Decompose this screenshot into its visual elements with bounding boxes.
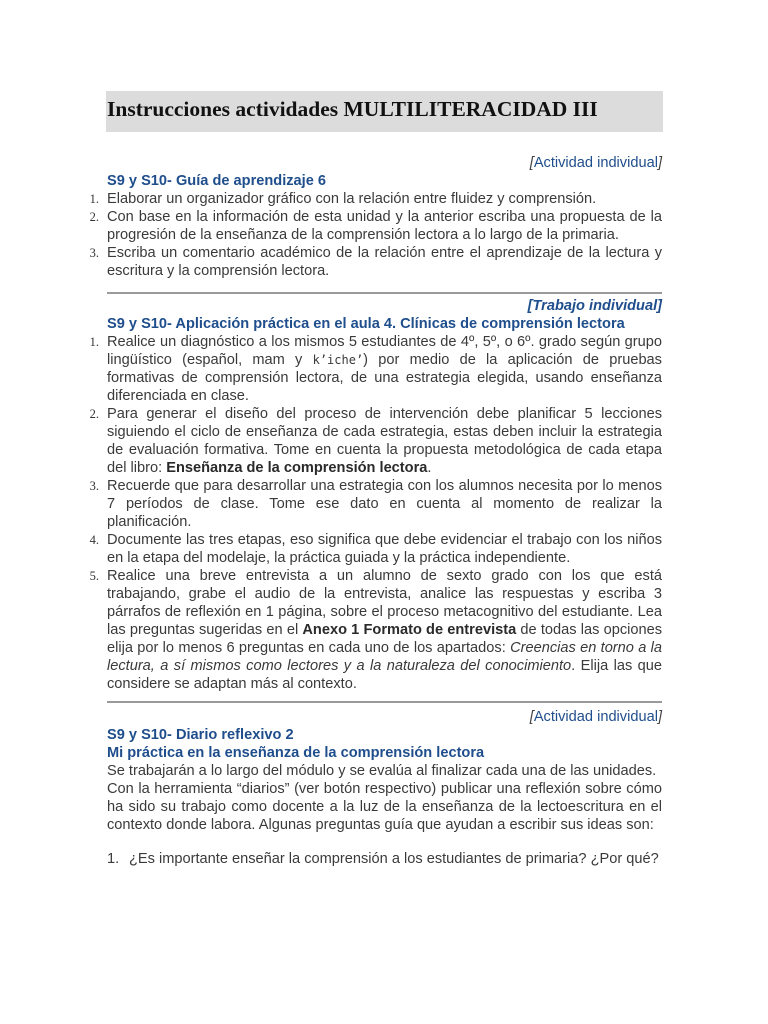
instruction-list (89, 190, 662, 280)
paragraph: Con la herramienta “diarios” (ver botón respectivo) publicar una reflexión sobre cómo ha sido su trabajo como docente a la luz de la enseñanza de la lectoescritura en el contexto donde labora. Algunas preguntas guía que ayudan a escribir sus ideas son: (107, 781, 662, 833)
document-title: Instrucciones actividades MULTILITERACIDAD III (107, 97, 598, 121)
section-subheading: Mi práctica en la enseñanza de la comprensión lectora (107, 745, 485, 761)
list-item: 1. Elaborar un organizador gráfico con la relación entre fluidez y comprensión. (89, 191, 597, 207)
section-divider (107, 292, 662, 294)
list-item: 5. Realice una breve entrevista a un alumno de sexto grado con los que está trabajando, grabe el audio de la entrevista, analice las respuestas y escriba 3 párrafos de reflexión en 1 página, sobre el proceso metacognitivo del estudiante. Lea las preguntas sugeridas en el Anexo 1 Formato de entrevista de todas las opciones elija por lo menos 6 preguntas en cada uno de los apartados: Creencias en torno a la lectura, a sí mismos como lectores y a la naturaleza del conocimiento. Elija las que considere se adaptan más al contexto. (89, 568, 662, 692)
section-divider (107, 701, 662, 703)
list-item: 2. Con base en la información de esta unidad y la anterior escriba una propuesta de la progresión de la enseñanza de la comprensión lectora a lo largo de la primaria. (89, 209, 662, 243)
activity-tag: [Actividad individual] (529, 709, 662, 725)
section-aplicacion-practica (89, 297, 662, 693)
list-item: 3. Escriba un comentario académico de la relación entre el aprendizaje de la lectura y escritura y la comprensión lectora. (89, 245, 662, 279)
section-heading: S9 y S10- Guía de aprendizaje 6 (107, 173, 326, 189)
activity-tag: [Actividad individual] (529, 155, 662, 171)
list-item: 3. Recuerde que para desarrollar una estrategia con los alumnos necesita por lo menos 7 períodos de clase. Tome ese dato en cuenta al momento de realizar la planificación. (89, 478, 662, 530)
list-item: 4. Documente las tres etapas, eso significa que debe evidenciar el trabajo con los niños en la etapa del modelaje, la práctica guiada y la práctica independiente. (89, 532, 662, 566)
section-diario-reflexivo (107, 708, 662, 868)
paragraph: Se trabajarán a lo largo del módulo y se evalúa al finalizar cada una de las unidades. (107, 763, 657, 779)
instruction-list (89, 333, 662, 693)
guide-question: 1. ¿Es importante enseñar la comprensión a los estudiantes de primaria? ¿Por qué? (107, 851, 659, 867)
section-heading: S9 y S10- Diario reflexivo 2 (107, 727, 294, 743)
activity-tag: [Trabajo individual] (527, 298, 662, 314)
list-item: 2. Para generar el diseño del proceso de intervención debe planificar 5 lecciones siguiendo el ciclo de enseñanza de cada estrategia, estas deben incluir la estrategia de evaluación formativa. Tome en cuenta la propuesta metodológica de cada etapa del libro: Enseñanza de la comprensión lectora. (89, 406, 662, 476)
section-heading: S9 y S10- Aplicación práctica en el aula 4. Clínicas de comprensión lectora (107, 316, 625, 332)
list-item: 1. Realice un diagnóstico a los mismos 5 estudiantes de 4º, 5º, o 6º. grado según grupo lingüístico (español, mam y k’iche’) por medio de la aplicación de pruebas formativas de comprensión lectora, de una estrategia elegida, usando enseñanza diferenciada en clase. (89, 334, 662, 404)
section-guia-aprendizaje (89, 154, 662, 280)
